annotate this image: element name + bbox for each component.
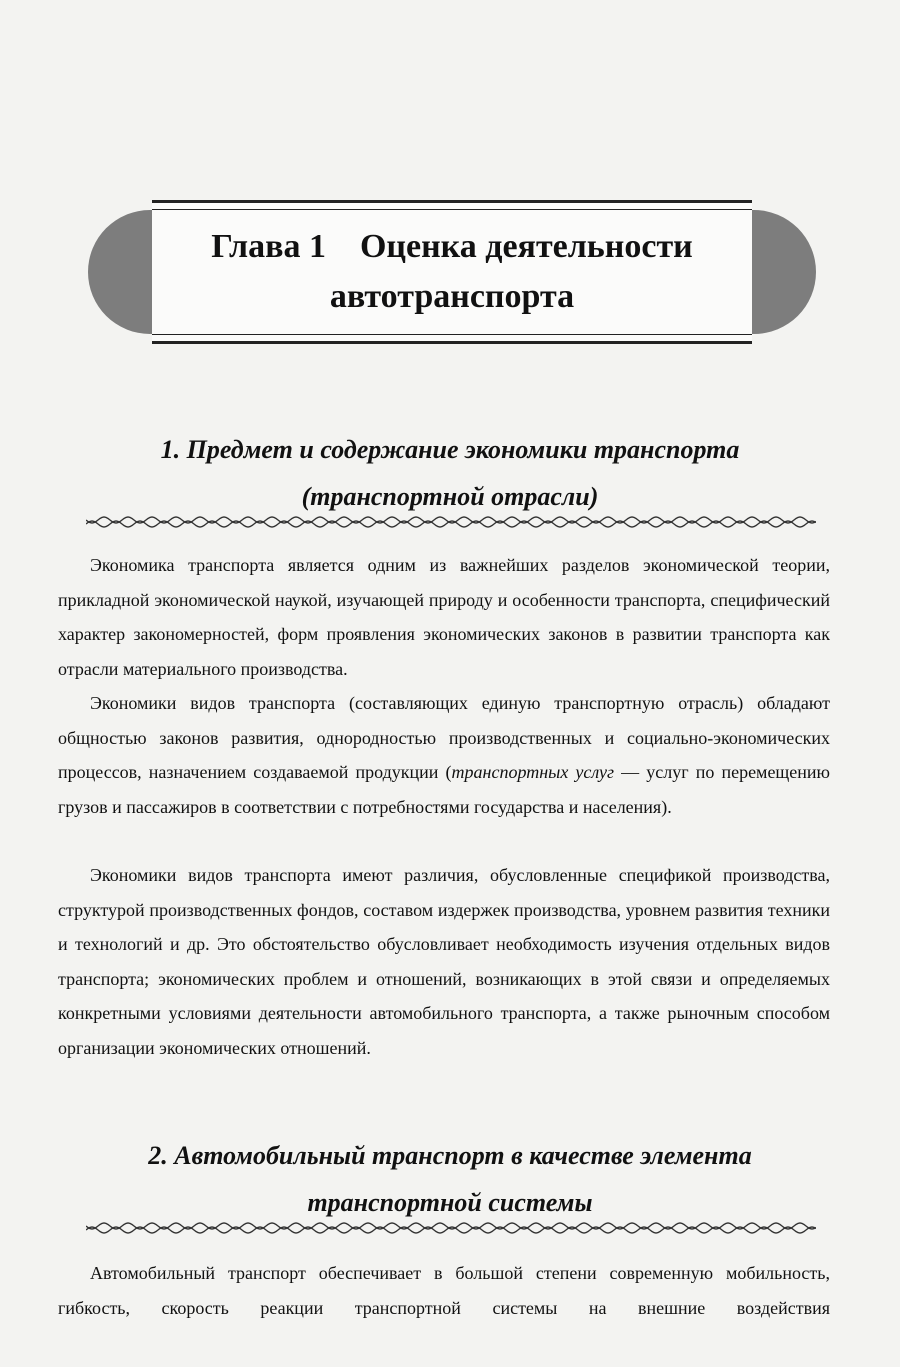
section1-title xyxy=(60,426,840,520)
section1-wave-divider xyxy=(86,514,816,530)
chapter-title-line1: Глава 1 Оценка деятельности xyxy=(211,228,693,265)
paragraph-1 xyxy=(58,548,830,686)
section2-title-line1: 2. Автомобильный транспорт в качестве элемента xyxy=(148,1141,752,1170)
chapter-title-line2: автотранспорта xyxy=(329,278,575,315)
section1-title-line1: 1. Предмет и содержание экономики транспорта xyxy=(160,435,740,464)
chapter-banner xyxy=(88,200,816,340)
chapter-title xyxy=(152,222,752,322)
paragraph-4 xyxy=(58,1256,830,1325)
section2-wave-divider xyxy=(86,1220,816,1236)
paragraph-3 xyxy=(58,858,830,1065)
paragraph-1-text: Экономика транспорта является одним из важнейших разделов экономической теории, прикладной экономической наукой, изучающей природу и особенности транспорта, специфический характер закономерностей, форм проявления экономических законов в развитии транспорта как отрасли материального производства. xyxy=(58,555,830,679)
paragraph-2-text xyxy=(58,686,830,824)
section1-title-line2: (транспортной отрасли) xyxy=(301,482,599,511)
paragraph-2 xyxy=(58,686,830,824)
paragraph-2-part2: — услуг по перемещению грузов и пассажиров в соответствии с потребностями государства и населения). xyxy=(58,762,830,817)
paragraph-4-text: Автомобильный транспорт обеспечивает в большой степени современную мобильность, гибкость, скорость реакции транспортной системы на внешние воздействия xyxy=(58,1263,830,1318)
paragraph-2-term: транспортных услуг xyxy=(451,762,615,782)
section2-title xyxy=(60,1132,840,1226)
paragraph-2-part1: Экономики видов транспорта (составляющих единую транспортную отрасль) обладают общностью законов развития, однородностью производственных и социально-экономических процессов, назначением создаваемой продукции ( xyxy=(58,693,830,782)
paragraph-3-text: Экономики видов транспорта имеют различия, обусловленные спецификой производства, структурой производственных фондов, составом издержек производства, уровнем развития техники и технологий и др. Это обстоятельство обусловливает необходимость изучения отдельных видов транспорта; экономических проблем и отношений, возникающих в этой связи и определяемых конкретными условиями деятельности автомобильного транспорта, а также рыночным способом организации экономических отношений. xyxy=(58,865,830,1058)
section2-title-line2: транспортной системы xyxy=(307,1188,593,1217)
